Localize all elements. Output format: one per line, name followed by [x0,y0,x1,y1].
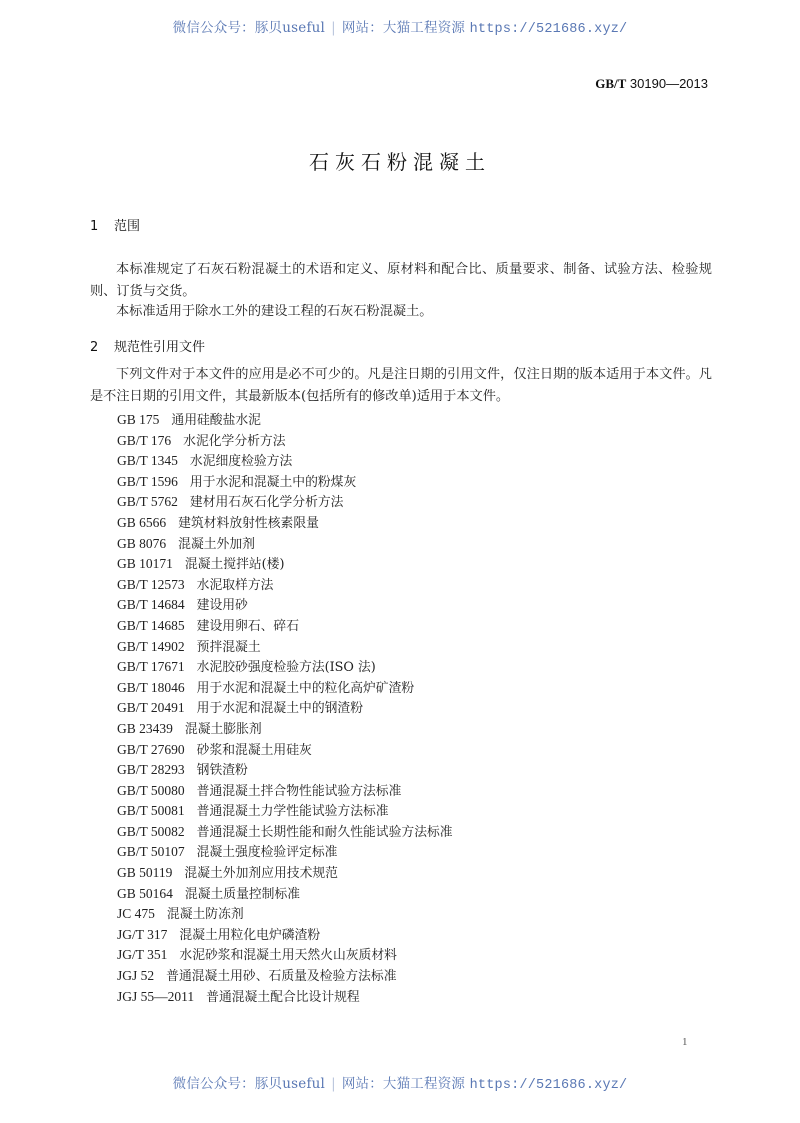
reference-title: 水泥砂浆和混凝土用天然火山灰质材料 [179,948,397,964]
reference-title: 混凝土强度检验评定标准 [196,845,338,861]
reference-title: 钢铁渣粉 [196,763,248,779]
reference-title: 建设用卵石、碎石 [196,618,300,634]
reference-item [117,739,453,760]
reference-title: 混凝土搅拌站(楼) [184,557,285,573]
reference-item [117,965,453,986]
reference-code: JG/T 317 [117,926,168,942]
reference-item [117,615,453,636]
reference-item [117,636,453,657]
reference-item [117,883,453,904]
reference-title: 建材用石灰石化学分析方法 [189,495,344,511]
reference-title: 用于水泥和混凝土中的钢渣粉 [196,701,363,717]
reference-title: 建设用砂 [196,598,248,614]
reference-item [117,574,453,595]
watermark-separator: | [331,20,336,36]
reference-code: GB/T 20491 [117,700,185,716]
reference-item [117,553,453,574]
reference-item [117,594,453,615]
reference-title: 混凝土用粒化电炉磷渣粉 [179,927,321,943]
reference-title: 普通混凝土配合比设计规程 [206,989,360,1005]
reference-item [117,677,453,698]
reference-title: 建筑材料放射性核素限量 [178,515,319,531]
reference-title: 普通混凝土长期性能和耐久性能试验方法标准 [196,824,453,840]
reference-item [117,471,453,492]
section-title: 规范性引用文件 [114,340,206,355]
reference-code: GB/T 17671 [117,659,185,675]
reference-title: 普通混凝土拌合物性能试验方法标准 [196,783,402,799]
reference-title: 混凝土防冻剂 [166,907,244,923]
reference-item [117,697,453,718]
reference-title: 水泥化学分析方法 [183,433,286,449]
reference-title: 水泥取样方法 [196,577,274,593]
reference-code: GB/T 14684 [117,597,185,613]
reference-code: GB/T 14902 [117,638,185,654]
reference-item [117,986,453,1007]
watermark-url-link[interactable]: https://521686.xyz/ [469,22,628,37]
section-title: 范围 [114,219,141,234]
reference-item [117,944,453,965]
watermark-url-link[interactable]: https://521686.xyz/ [469,1078,628,1093]
reference-code: GB/T 50082 [117,823,185,839]
reference-item [117,841,453,862]
reference-code: GB/T 18046 [117,679,185,695]
section-number: 1 [90,219,99,234]
reference-code: GB/T 176 [117,432,172,448]
reference-code: GB 10171 [117,556,173,572]
reference-item [117,450,453,471]
watermark-site-text: 网站：大猫工程资源 [341,20,466,36]
reference-item [117,409,453,430]
reference-item [117,780,453,801]
reference-code: GB/T 5762 [117,494,178,510]
watermark-wechat-text: 微信公众号：豚贝useful [172,20,326,36]
reference-title: 普通混凝土力学性能试验方法标准 [196,804,389,820]
reference-code: JC 475 [117,906,155,922]
watermark-separator: | [331,1076,336,1092]
section-heading-normative-references [90,336,205,355]
reference-title: 混凝土膨胀剂 [184,721,262,737]
reference-item [117,759,453,780]
reference-title: 通用硅酸盐水泥 [171,413,261,428]
reference-code: GB 50119 [117,865,173,881]
reference-code: JG/T 351 [117,947,168,963]
reference-code: GB/T 14685 [117,617,185,633]
watermark-top [0,16,800,37]
reference-code: JGJ 52 [117,968,155,984]
standard-prefix: GB/T [595,76,627,91]
section-heading-scope [90,215,140,234]
page-number: 1 [682,1036,688,1048]
reference-code: GB 6566 [117,514,167,530]
reference-title: 混凝土质量控制标准 [184,886,301,902]
document-title: 石灰石粉混凝土 [309,150,491,174]
scope-paragraph-1: 本标准规定了石灰石粉混凝土的术语和定义、原材料和配合比、质量要求、制备、试验方法、检验规则、订货与交货。 [90,262,712,299]
reference-title: 水泥细度检验方法 [189,454,293,470]
reference-code: GB/T 50080 [117,782,185,798]
watermark-wechat-text: 微信公众号：豚贝useful [172,1076,326,1092]
section-number: 2 [90,340,99,355]
reference-code: GB 175 [117,412,160,427]
reference-code: GB/T 50107 [117,844,185,860]
reference-code: JGJ 55—2011 [117,988,195,1004]
reference-title: 预拌混凝土 [196,639,261,655]
reference-title: 普通混凝土用砂、石质量及检验方法标准 [166,969,397,985]
reference-item [117,430,453,451]
reference-list [117,409,453,1006]
reference-item [117,903,453,924]
reference-code: GB/T 1596 [117,473,178,489]
watermark-site-text: 网站：大猫工程资源 [341,1076,466,1092]
reference-item [117,533,453,554]
reference-item [117,800,453,821]
references-intro-paragraph: 下列文件对于本文件的应用是必不可少的。凡是注日期的引用文件，仅注日期的版本适用于本文件。凡是不注日期的引用文件，其最新版本(包括所有的修改单)适用于本文件。 [90,367,712,404]
reference-title: 混凝土外加剂 [178,536,255,552]
standard-code [595,76,708,92]
reference-item [117,718,453,739]
scope-paragraph-2: 本标准适用于除水工外的建设工程的石灰石粉混凝土。 [116,304,433,319]
standard-number: 30190—2013 [629,76,708,91]
reference-title: 砂浆和混凝土用硅灰 [196,742,312,758]
reference-item [117,862,453,883]
reference-code: GB 23439 [117,720,173,736]
reference-item [117,821,453,842]
reference-item [117,656,453,677]
reference-item [117,491,453,512]
reference-code: GB/T 50081 [117,803,185,819]
reference-item [117,924,453,945]
reference-title: 用于水泥和混凝土中的粉煤灰 [189,474,357,490]
reference-code: GB/T 12573 [117,576,185,592]
reference-code: GB/T 27690 [117,741,185,757]
reference-code: GB/T 28293 [117,762,185,778]
watermark-bottom [0,1072,800,1093]
reference-title: 水泥胶砂强度检验方法(ISO 法) [196,660,376,676]
reference-code: GB/T 1345 [117,453,178,469]
reference-item [117,512,453,533]
reference-title: 混凝土外加剂应用技术规范 [184,866,338,882]
reference-code: GB 50164 [117,885,173,901]
reference-code: GB 8076 [117,535,167,551]
reference-title: 用于水泥和混凝土中的粒化高炉矿渣粉 [196,680,415,696]
